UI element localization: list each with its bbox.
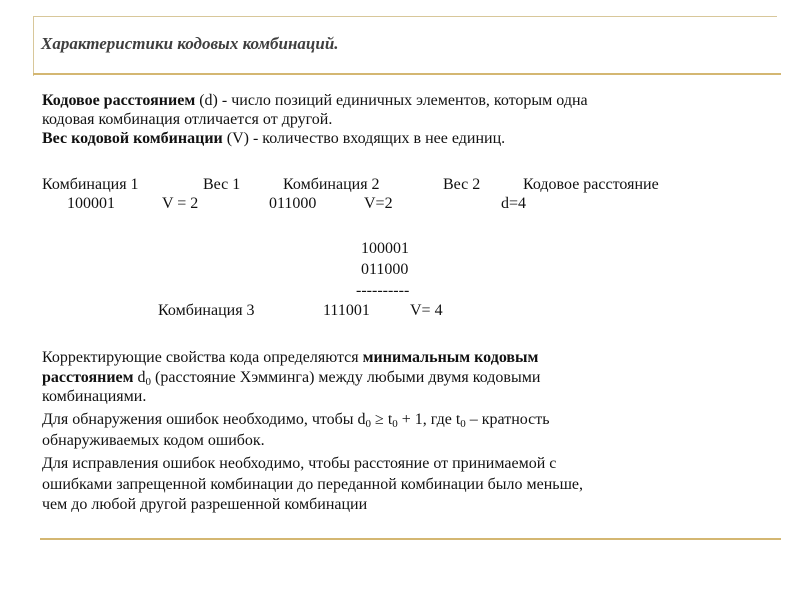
- paragraph-line-4-mid: ≥ t: [371, 411, 393, 428]
- value-weight-2: V=2: [364, 195, 393, 212]
- definition-distance: [42, 92, 588, 110]
- term-min-distance-cont: расстоянием: [42, 369, 134, 386]
- sum-dashes: ----------: [356, 282, 410, 299]
- symbol-t0-sub-2: 0: [460, 418, 466, 430]
- value-combination-1: 100001: [67, 195, 115, 212]
- paragraph-line-1: [42, 349, 538, 367]
- slide-frame-left: [33, 16, 34, 76]
- header-combination-2: Комбинация 2: [283, 176, 380, 193]
- paragraph-line-3: комбинациями.: [42, 388, 147, 405]
- value-weight-1: V = 2: [162, 195, 199, 212]
- sum-result-code: 111001: [323, 302, 370, 319]
- symbol-d-sub: 0: [145, 376, 152, 388]
- sum-line-1: 100001: [361, 240, 409, 257]
- definition-weight: [42, 130, 505, 148]
- value-combination-2: 011000: [269, 195, 317, 212]
- sum-line-2: 011000: [361, 261, 409, 278]
- sum-result-weight: V= 4: [410, 302, 443, 319]
- paragraph-line-8: чем до любой другой разрешенной комбинации: [42, 496, 368, 513]
- paragraph-line-1-text: Корректирующие свойства кода определяются: [42, 349, 363, 366]
- paragraph-line-4-mid2: + 1, где t: [397, 411, 461, 428]
- paragraph-line-4: [42, 411, 550, 429]
- paragraph-line-2: [42, 369, 540, 387]
- header-weight-2: Вес 2: [443, 176, 481, 193]
- slide-frame-bottom: [40, 538, 781, 540]
- symbol-d0-sub: 0: [365, 418, 372, 430]
- title-rule: [33, 73, 781, 75]
- paragraph-line-7: ошибками запрещенной комбинации до переданной комбинации было меньше,: [42, 476, 584, 493]
- term-min-distance: минимальным кодовым: [362, 349, 539, 366]
- symbol-d: d: [137, 369, 146, 386]
- slide-title: Характеристики кодовых комбинаций.: [41, 34, 339, 53]
- definition-distance-cont: кодовая комбинация отличается от другой.: [42, 111, 333, 128]
- header-code-distance: Кодовое расстояние: [523, 176, 659, 193]
- term-weight: Вес кодовой комбинации: [42, 130, 223, 147]
- definition-distance-text: (d) - число позиций единичных элементов, которым одна: [195, 92, 588, 109]
- paragraph-line-6: Для исправления ошибок необходимо, чтобы расстояние от принимаемой с: [42, 455, 557, 472]
- symbol-t0-sub: 0: [392, 418, 398, 430]
- sum-result-label: Комбинация 3: [158, 302, 255, 319]
- paragraph-line-4-end: – кратность: [465, 411, 550, 428]
- slide-frame-top: [33, 16, 777, 17]
- header-combination-1: Комбинация 1: [42, 176, 139, 193]
- paragraph-line-2-text: (расстояние Хэмминга) между любыми двумя кодовыми: [151, 369, 541, 386]
- term-distance: Кодовое расстоянием: [42, 92, 196, 109]
- paragraph-line-5: обнаруживаемых кодом ошибок.: [42, 432, 265, 449]
- header-weight-1: Вес 1: [203, 176, 241, 193]
- definition-weight-text: (V) - количество входящих в нее единиц.: [222, 130, 506, 147]
- paragraph-line-4-start: Для обнаружения ошибок необходимо, чтобы d: [42, 411, 366, 428]
- value-code-distance: d=4: [501, 195, 527, 212]
